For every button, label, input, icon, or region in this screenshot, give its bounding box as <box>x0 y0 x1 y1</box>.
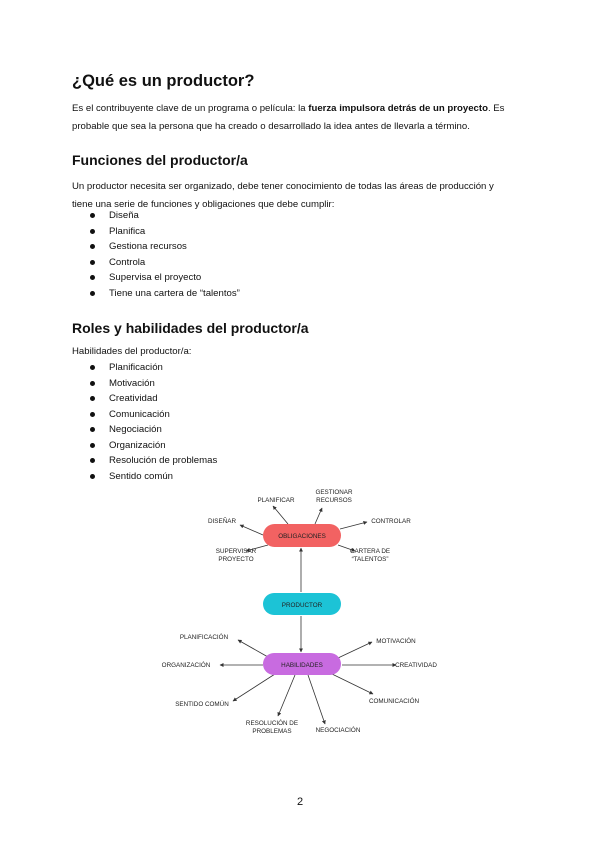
label-planificar: PLANIFICAR <box>257 497 295 504</box>
list-item: Planifica <box>72 224 240 240</box>
intro-text-2: . Es <box>487 103 505 114</box>
page-number: 2 <box>296 796 304 808</box>
label-cartera-1: CARTERA DE <box>349 548 391 555</box>
label-gestionar-1: GESTIONAR <box>315 489 353 496</box>
label-organizacion: ORGANIZACIÓN <box>161 662 211 669</box>
productor-diagram <box>150 482 450 744</box>
arrow-disenar <box>240 525 263 535</box>
list-item: Sentido común <box>72 469 217 485</box>
heading-funciones: Funciones del productor/a <box>72 152 248 168</box>
list-item: Tiene una cartera de “talentos” <box>72 286 240 302</box>
list-item: Gestiona recursos <box>72 239 240 255</box>
intro-bold: fuerza impulsora detrás de un proyecto <box>308 103 488 114</box>
arrow-comunicacion <box>332 674 373 694</box>
arrow-gestionar <box>315 508 322 524</box>
list-item: Comunicación <box>72 407 217 423</box>
list-item: Creatividad <box>72 391 217 407</box>
label-motivacion: MOTIVACIÓN <box>376 638 416 645</box>
heading-roles-habilidades: Roles y habilidades del productor/a <box>72 320 309 336</box>
label-supervisar-1: SUPERVISAR <box>215 548 257 555</box>
list-item: Supervisa el proyecto <box>72 270 240 286</box>
label-supervisar-2: PROYECTO <box>218 556 254 563</box>
funciones-list <box>72 208 240 301</box>
label-controlar: CONTROLAR <box>371 518 411 525</box>
arrow-controlar <box>340 522 367 529</box>
label-comunicacion: COMUNICACIÓN <box>368 698 420 705</box>
arrow-planificacion <box>238 640 268 657</box>
obligaciones-label: OBLIGACIONES <box>278 533 326 540</box>
label-planificacion: PLANIFICACIÓN <box>179 634 229 641</box>
funciones-line-1: Un productor necesita ser organizado, debe tener conocimiento de todas las áreas de producción y <box>72 181 494 192</box>
list-item: Diseña <box>72 208 240 224</box>
habilidades-list <box>72 360 217 484</box>
label-negociacion: NEGOCIACIÓN <box>315 727 361 734</box>
label-gestionar-2: RECURSOS <box>316 497 352 504</box>
arrow-motivacion <box>338 642 372 658</box>
label-resolucion-1: RESOLUCIÓN DE <box>245 720 299 727</box>
label-cartera-2: “TALENTOS” <box>351 556 389 563</box>
heading-que-es-productor: ¿Qué es un productor? <box>72 72 255 90</box>
productor-label: PRODUCTOR <box>281 602 323 609</box>
label-creatividad: CREATIVIDAD <box>395 662 437 669</box>
list-item: Resolución de problemas <box>72 453 217 469</box>
list-item: Organización <box>72 438 217 454</box>
intro-paragraph <box>72 100 532 136</box>
arrow-sentido <box>233 674 275 701</box>
label-sentido-comun: SENTIDO COMÚN <box>175 701 229 708</box>
label-disenar: DISEÑAR <box>208 518 236 525</box>
intro-text-3: probable que sea la persona que ha creado o desarrollado la idea antes de llevarla a término. <box>72 121 470 132</box>
habilidades-label: Habilidades del productor/a: <box>72 346 192 357</box>
habilidades-label: HABILIDADES <box>281 662 323 669</box>
arrow-negociacion <box>308 675 325 724</box>
funciones-line-2: tiene una serie de funciones y obligaciones que debe cumplir: <box>72 199 335 210</box>
arrow-resolucion <box>278 675 295 716</box>
list-item: Planificación <box>72 360 217 376</box>
label-resolucion-2: PROBLEMAS <box>252 728 292 735</box>
arrow-planificar <box>273 506 288 524</box>
intro-text-1: Es el contribuyente clave de un programa o película: la <box>72 103 309 114</box>
list-item: Controla <box>72 255 240 271</box>
list-item: Negociación <box>72 422 217 438</box>
list-item: Motivación <box>72 376 217 392</box>
